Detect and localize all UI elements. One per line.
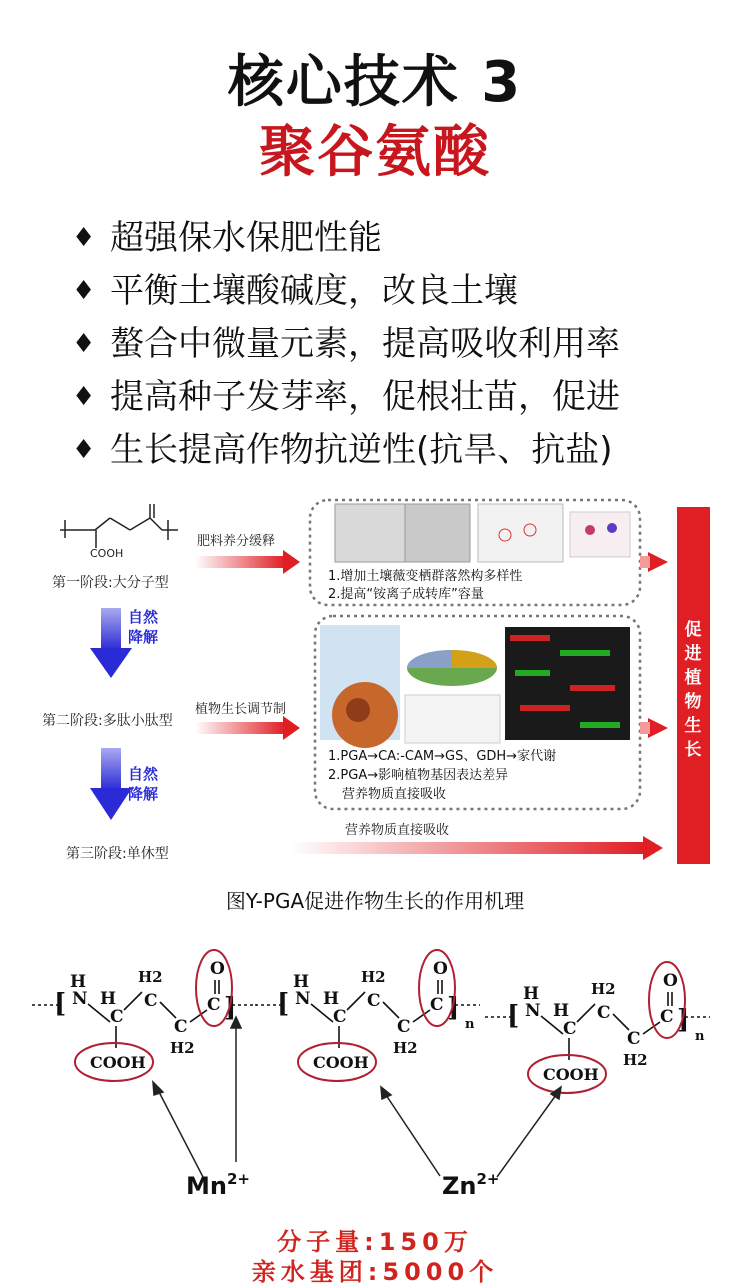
heatmap-illustration — [505, 627, 630, 740]
atom-c: C — [430, 995, 444, 1015]
bracket-left: [ — [507, 1001, 520, 1031]
feature-item — [72, 318, 620, 371]
feature-text: 超强保水保肥性能 — [110, 218, 382, 258]
atom-o: O — [433, 959, 448, 979]
diamond-bullet-icon: ♦ — [72, 329, 96, 359]
box2-line1: 1.PGA→CA:-CAM→GS、GDH→家代谢 — [328, 749, 557, 764]
feature-text: 螯合中微量元素，提高吸收利用率 — [110, 324, 620, 364]
red-arrow — [195, 550, 300, 574]
bond — [613, 1014, 629, 1030]
feature-text: 提高种子发芽率，促根壮苗，促进 — [110, 377, 620, 417]
stage3-label: 第三阶段:单休型 — [66, 846, 169, 862]
arrow1-label: 肥料养分缓释 — [197, 534, 276, 549]
diamond-bullet-icon: ♦ — [72, 382, 96, 412]
molecular-weight: 分子量:150万 — [277, 1228, 473, 1256]
atom-c: C — [367, 991, 381, 1011]
atom-c: C — [660, 1007, 674, 1027]
atom-c: C — [174, 1017, 188, 1037]
red-arrow — [195, 716, 300, 740]
pie-chart-illustration — [405, 650, 500, 743]
atom-h: H — [100, 989, 117, 1009]
pga-molecule — [485, 962, 710, 1093]
atom-o: O — [210, 959, 225, 979]
stage2-label: 第二阶段:多肽小肽型 — [42, 713, 173, 729]
page-title: 核心技术 3 — [227, 50, 523, 115]
bond — [577, 1004, 595, 1022]
bond — [160, 1002, 176, 1018]
bond — [383, 1002, 399, 1018]
pga-structures — [0, 930, 750, 1220]
atom-c: C — [563, 1019, 577, 1039]
atom-h2: H2 — [170, 1039, 195, 1057]
bond — [347, 992, 365, 1010]
degrade-arrow-2 — [90, 748, 132, 820]
atom-h2: H2 — [138, 968, 163, 986]
bracket-right: ] — [677, 1005, 690, 1035]
atom-h: H — [553, 1001, 570, 1021]
cell-illustration — [320, 625, 400, 748]
degrade-label: 降解 — [128, 628, 159, 646]
atom-n: N — [525, 1001, 541, 1021]
ion-mn-label: $Mn^{2+}$ — [186, 1170, 250, 1200]
atom-n: N — [72, 989, 88, 1009]
atom-cooh: COOH — [543, 1065, 599, 1084]
bracket-left: [ — [277, 989, 290, 1019]
atom-c: C — [144, 991, 158, 1011]
page-subtitle: 聚谷氨酸 — [259, 120, 491, 185]
atom-h2: H2 — [623, 1051, 648, 1069]
degrade-label: 自然 — [128, 608, 159, 626]
feature-list — [72, 212, 620, 477]
atom-h2: H2 — [393, 1039, 418, 1057]
atom-c: C — [627, 1029, 641, 1049]
atom-h: H — [323, 989, 340, 1009]
box2-line3: 营养物质直接吸收 — [342, 787, 447, 802]
mechanism-diagram — [0, 490, 750, 875]
box1-line2: 2.提高“铵离子成转库”容量 — [328, 587, 484, 602]
atom-o: O — [663, 971, 678, 991]
binding-arrows — [153, 1017, 561, 1177]
figure-caption: 图Y-PGA促进作物生长的作用机理 — [225, 889, 525, 913]
micrograph-thumbnails — [335, 504, 630, 562]
feature-text: 平衡土壤酸碱度，改良土壤 — [110, 271, 518, 311]
feature-item — [72, 265, 620, 318]
subscript-n: n — [695, 1029, 705, 1044]
red-arrow-tail — [640, 722, 650, 734]
atom-h: H — [523, 984, 540, 1004]
diamond-bullet-icon: ♦ — [72, 276, 96, 306]
atom-h: H — [70, 972, 87, 992]
box1-line1: 1.增加土壤薇变栖群落然构多样性 — [328, 569, 523, 584]
structure-cooh-label: COOH — [90, 547, 124, 560]
degrade-label: 降解 — [128, 785, 159, 803]
atom-c: C — [207, 995, 221, 1015]
degrade-label: 自然 — [128, 765, 159, 783]
pga-molecule — [32, 950, 257, 1081]
atom-c: C — [397, 1017, 411, 1037]
feature-item — [72, 424, 620, 477]
bracket-left: [ — [54, 989, 67, 1019]
bracket-right: ] — [447, 993, 460, 1023]
red-arrow-tail — [640, 556, 650, 568]
diamond-bullet-icon: ♦ — [72, 435, 96, 465]
subscript-n: n — [465, 1017, 475, 1032]
atom-c: C — [333, 1007, 347, 1027]
hydrophilic-groups: 亲水基团:5000个 — [251, 1258, 499, 1286]
atom-cooh: COOH — [90, 1053, 146, 1072]
atom-h2: H2 — [361, 968, 386, 986]
ion-zn-label: $Zn^{2+}$ — [442, 1170, 500, 1200]
atom-c: C — [597, 1003, 611, 1023]
polymer-structure-icon — [60, 504, 178, 548]
side-bar-label: 促进植物生长 — [684, 620, 702, 760]
bond — [124, 992, 142, 1010]
degrade-arrow-1 — [90, 608, 132, 678]
bracket-right: ] — [224, 993, 237, 1023]
arrow3-label: 营养物质直接吸收 — [345, 823, 450, 838]
feature-item — [72, 212, 620, 265]
atom-h: H — [293, 972, 310, 992]
feature-text: 生长提高作物抗逆性(抗旱、抗盐) — [110, 430, 613, 470]
atom-cooh: COOH — [313, 1053, 369, 1072]
atom-c: C — [110, 1007, 124, 1027]
pga-molecule — [255, 950, 480, 1081]
stage1-label: 第一阶段:大分子型 — [52, 575, 169, 591]
red-arrow — [290, 836, 663, 860]
arrow2-label: 植物生长调节制 — [195, 702, 287, 717]
diamond-bullet-icon: ♦ — [72, 223, 96, 253]
box2-line2: 2.PGA→影响植物基因表达差异 — [328, 768, 509, 783]
red-arrow-head — [648, 552, 668, 572]
atom-n: N — [295, 989, 311, 1009]
red-arrow-head — [648, 718, 668, 738]
atom-h2: H2 — [591, 980, 616, 998]
feature-item — [72, 371, 620, 424]
